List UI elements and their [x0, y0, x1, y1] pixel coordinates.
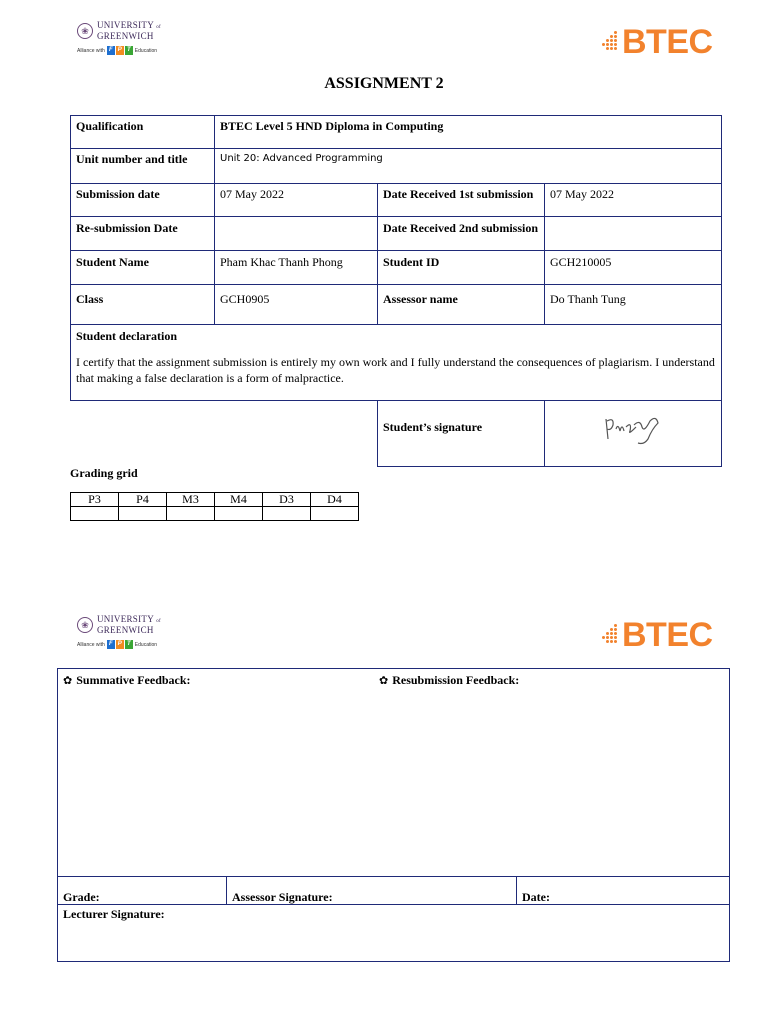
grade-header: D3 [263, 493, 311, 507]
date-received-1-value: 07 May 2022 [550, 187, 614, 201]
btec-text: BTEC [622, 616, 713, 654]
student-id-label: Student ID [383, 255, 440, 269]
fpt-letter-f: F [107, 640, 115, 649]
grade-label: Grade: [63, 890, 100, 904]
qualification-value: BTEC Level 5 HND Diploma in Computing [220, 119, 444, 133]
grade-cell [215, 507, 263, 521]
page-title: ASSIGNMENT 2 [324, 75, 444, 92]
signature-label: Student’s signature [383, 420, 483, 434]
university-line1: UNIVERSITY [97, 614, 154, 624]
fpt-letter-t: T [125, 46, 133, 55]
university-line2: GREENWICH [97, 625, 154, 635]
submission-date-label: Submission date [76, 187, 160, 201]
education-text: Education [134, 641, 158, 648]
resubmission-date-label: Re-submission Date [76, 221, 178, 235]
qualification-label: Qualification [76, 119, 144, 133]
summative-feedback-heading [63, 673, 191, 688]
grade-header: P3 [71, 493, 119, 507]
assessor-label: Assessor name [383, 292, 458, 306]
declaration-label: Student declaration [76, 329, 178, 343]
resubmission-feedback-label: Resubmission Feedback: [392, 673, 520, 687]
resubmission-feedback-heading [379, 673, 519, 688]
signature-image [602, 409, 662, 449]
student-name-value: Pham Khac Thanh Phong [220, 255, 343, 269]
student-id-value: GCH210005 [550, 255, 612, 269]
university-of: of [156, 619, 161, 624]
gear-icon: ✿ [63, 674, 73, 687]
fpt-logo [107, 46, 133, 55]
grade-cell [263, 507, 311, 521]
university-line2: GREENWICH [97, 31, 154, 41]
alliance-text: Alliance with [77, 641, 105, 648]
fpt-logo [107, 640, 133, 649]
btec-text: BTEC [622, 23, 713, 61]
grade-header: D4 [311, 493, 359, 507]
assessor-signature-label: Assessor Signature: [232, 890, 333, 904]
gear-icon: ✿ [379, 674, 389, 687]
grade-cell [167, 507, 215, 521]
fpt-letter-t: T [125, 640, 133, 649]
unit-value: Unit 20: Advanced Programming [220, 153, 383, 164]
grade-header: M3 [167, 493, 215, 507]
summative-feedback-label: Summative Feedback: [76, 673, 191, 687]
education-text: Education [134, 47, 158, 54]
grade-header: P4 [119, 493, 167, 507]
date-received-1-label: Date Received 1st submission [383, 187, 534, 201]
crest-icon: ❀ [77, 23, 93, 39]
date-label: Date: [522, 890, 550, 904]
assessor-value: Do Thanh Tung [550, 292, 626, 306]
btec-logo [602, 618, 713, 652]
date-received-2-label: Date Received 2nd submission [383, 221, 539, 235]
fpt-letter-p: P [117, 641, 122, 647]
class-value: GCH0905 [220, 292, 270, 306]
university-logo [77, 21, 161, 55]
grade-cell [71, 507, 119, 521]
university-of: of [156, 25, 161, 30]
unit-label: Unit number and title [76, 152, 188, 166]
btec-dots-icon [602, 31, 620, 53]
fpt-letter-f: F [107, 46, 115, 55]
student-name-label: Student Name [76, 255, 150, 269]
lecturer-signature-label: Lecturer Signature: [63, 907, 165, 921]
grade-cell [119, 507, 167, 521]
university-logo [77, 615, 161, 649]
university-line1: UNIVERSITY [97, 20, 154, 30]
grade-header: M4 [215, 493, 263, 507]
fpt-letter-p: P [117, 47, 122, 53]
btec-dots-icon [602, 624, 620, 646]
alliance-text: Alliance with [77, 47, 105, 54]
class-label: Class [76, 292, 104, 306]
submission-date-value: 07 May 2022 [220, 187, 284, 201]
grading-grid-table [70, 492, 359, 521]
declaration-text: I certify that the assignment submission is entirely my own work and I fully understand the consequences of plagiarism. I understand that making a false declaration is a form of malpractice. [76, 355, 715, 385]
crest-icon: ❀ [77, 617, 93, 633]
grading-grid-label: Grading grid [70, 466, 138, 480]
btec-logo [602, 25, 713, 59]
grade-cell [311, 507, 359, 521]
